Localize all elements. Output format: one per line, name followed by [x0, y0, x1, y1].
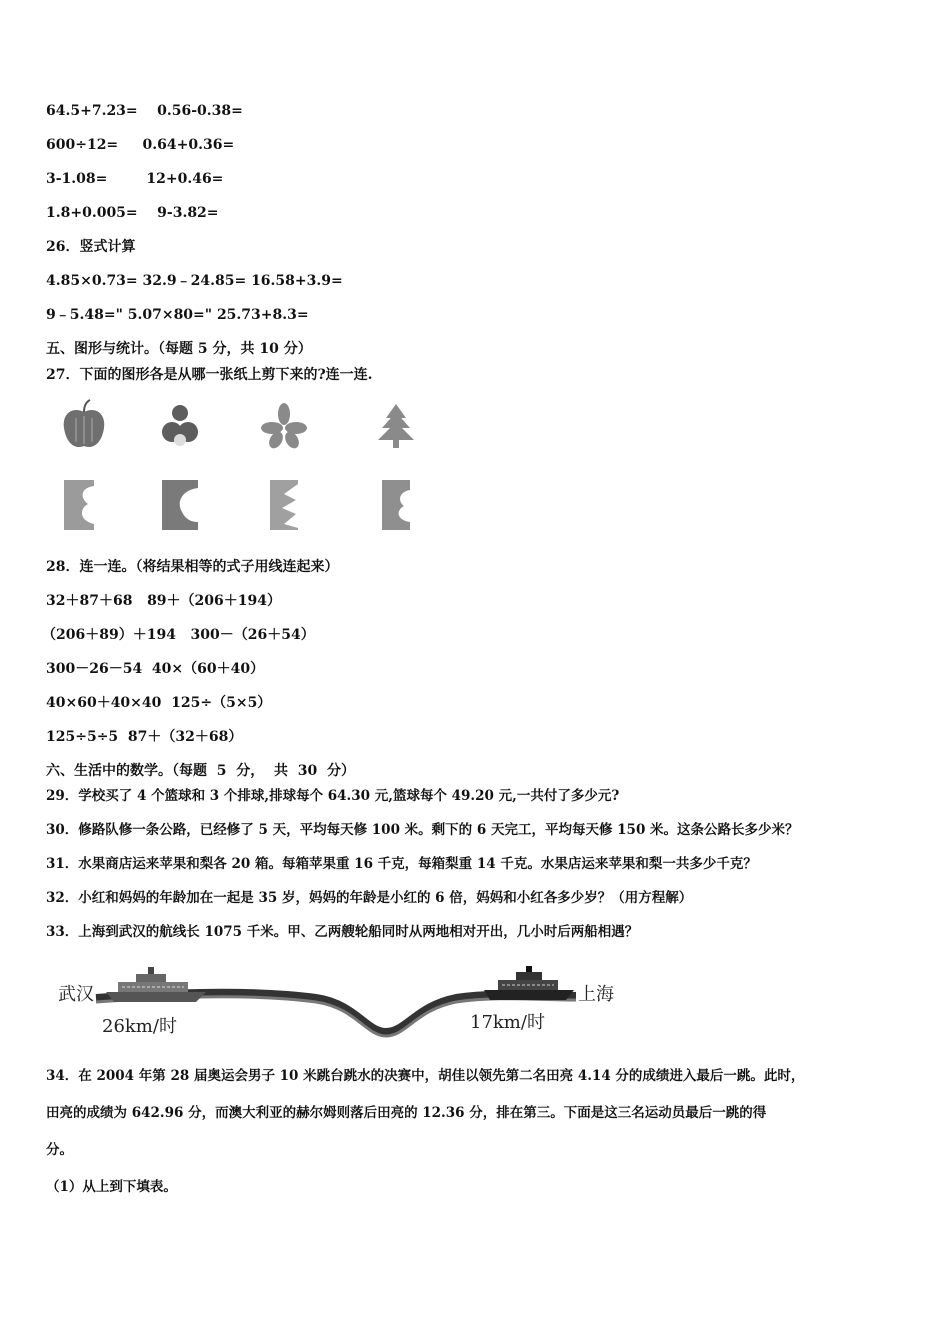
- calc-line-2: 600÷12= 0.64+0.36=: [46, 137, 235, 153]
- flower-shape-icon: [261, 403, 307, 451]
- calc-line-4: 1.8+0.005= 9-3.82=: [46, 205, 219, 221]
- q28-row-1: 32＋87＋68 89＋（206＋194）: [46, 593, 281, 609]
- cut-shapes-row: [56, 398, 436, 458]
- section-5-heading: 五、图形与统计。（每题 5 分，共 10 分）: [46, 341, 312, 357]
- right-city-label: 上海: [578, 984, 614, 1005]
- q26-title: 26．竖式计算: [46, 239, 136, 255]
- q34-line-2: 田亮的成绩为 642.96 分，而澳大利亚的赫尔姆则落后田亮的 12.36 分，排在第三。下面是这三名运动员最后一跳的得: [46, 1105, 767, 1121]
- q28-row-3: 300－26－54 40×（60＋40）: [46, 661, 265, 677]
- right-speed-label: 17km/时: [470, 1012, 545, 1033]
- q30-text: 30．修路队修一条公路，已经修了 5 天，平均每天修 100 米。剩下的 6 天完工，平均每天修 150 米。这条公路长多少米？: [46, 822, 799, 838]
- q34-line-3: 分。: [46, 1142, 73, 1158]
- folded-papers-row: [58, 478, 428, 534]
- tree-shape-icon: [378, 404, 414, 448]
- q29-text: 29．学校买了 4 个篮球和 3 个排球,排球每个 64.30 元,篮球每个 49.20 元,一共付了多少元?: [46, 788, 620, 804]
- q34-sub-1: （1）从上到下填表。: [46, 1179, 177, 1195]
- folded-paper-1-icon: [64, 480, 94, 530]
- q27-text: 27．下面的图形各是从哪一张纸上剪下来的?连一连.: [46, 367, 373, 383]
- left-city-label: 武汉: [58, 984, 94, 1005]
- left-speed-label: 26km/时: [102, 1016, 177, 1037]
- q26-line-1: 4.85×0.73= 32.9﹣24.85= 16.58+3.9=: [46, 273, 343, 289]
- section-6-heading: 六、生活中的数学。（每题 5 分， 共 30 分）: [46, 763, 355, 779]
- ship-left-icon: [106, 967, 206, 1002]
- folded-paper-3-icon: [270, 480, 298, 530]
- q28-row-4: 40×60＋40×40 125÷（5×5）: [46, 695, 272, 711]
- q28-row-5: 125÷5÷5 87＋（32＋68）: [46, 729, 243, 745]
- calc-line-1: 64.5+7.23= 0.56-0.38=: [46, 103, 243, 119]
- folded-paper-4-icon: [382, 480, 410, 530]
- q28-title: 28．连一连。（将结果相等的式子用线连起来）: [46, 559, 339, 575]
- q33-text: 33．上海到武汉的航线长 1075 千米。甲、乙两艘轮船同时从两地相对开出，几小时后两船相遇？: [46, 924, 639, 940]
- ship-right-icon: [484, 966, 574, 1000]
- calc-line-3: 3-1.08= 12+0.46=: [46, 171, 224, 187]
- apple-shape-icon: [64, 400, 105, 447]
- folded-paper-2-icon: [162, 480, 198, 530]
- q31-text: 31．水果商店运来苹果和梨各 20 箱。每箱苹果重 16 千克，每箱梨重 14 千克。水果店运来苹果和梨一共多少千克？: [46, 856, 757, 872]
- q28-row-2: （206＋89）＋194 300－（26＋54）: [42, 627, 315, 643]
- gourd-shape-icon: [162, 405, 198, 446]
- q32-text: 32．小红和妈妈的年龄加在一起是 35 岁，妈妈的年龄是小红的 6 倍，妈妈和小红各多少岁？（用方程解）: [46, 890, 693, 906]
- q34-line-1: 34．在 2004 年第 28 届奥运会男子 10 米跳台跳水的决赛中，胡佳以领先第二名田亮 4.14 分的成绩进入最后一跳。此时，: [46, 1068, 805, 1084]
- q26-line-2: 9﹣5.48=" 5.07×80=" 25.73+8.3=: [46, 307, 309, 323]
